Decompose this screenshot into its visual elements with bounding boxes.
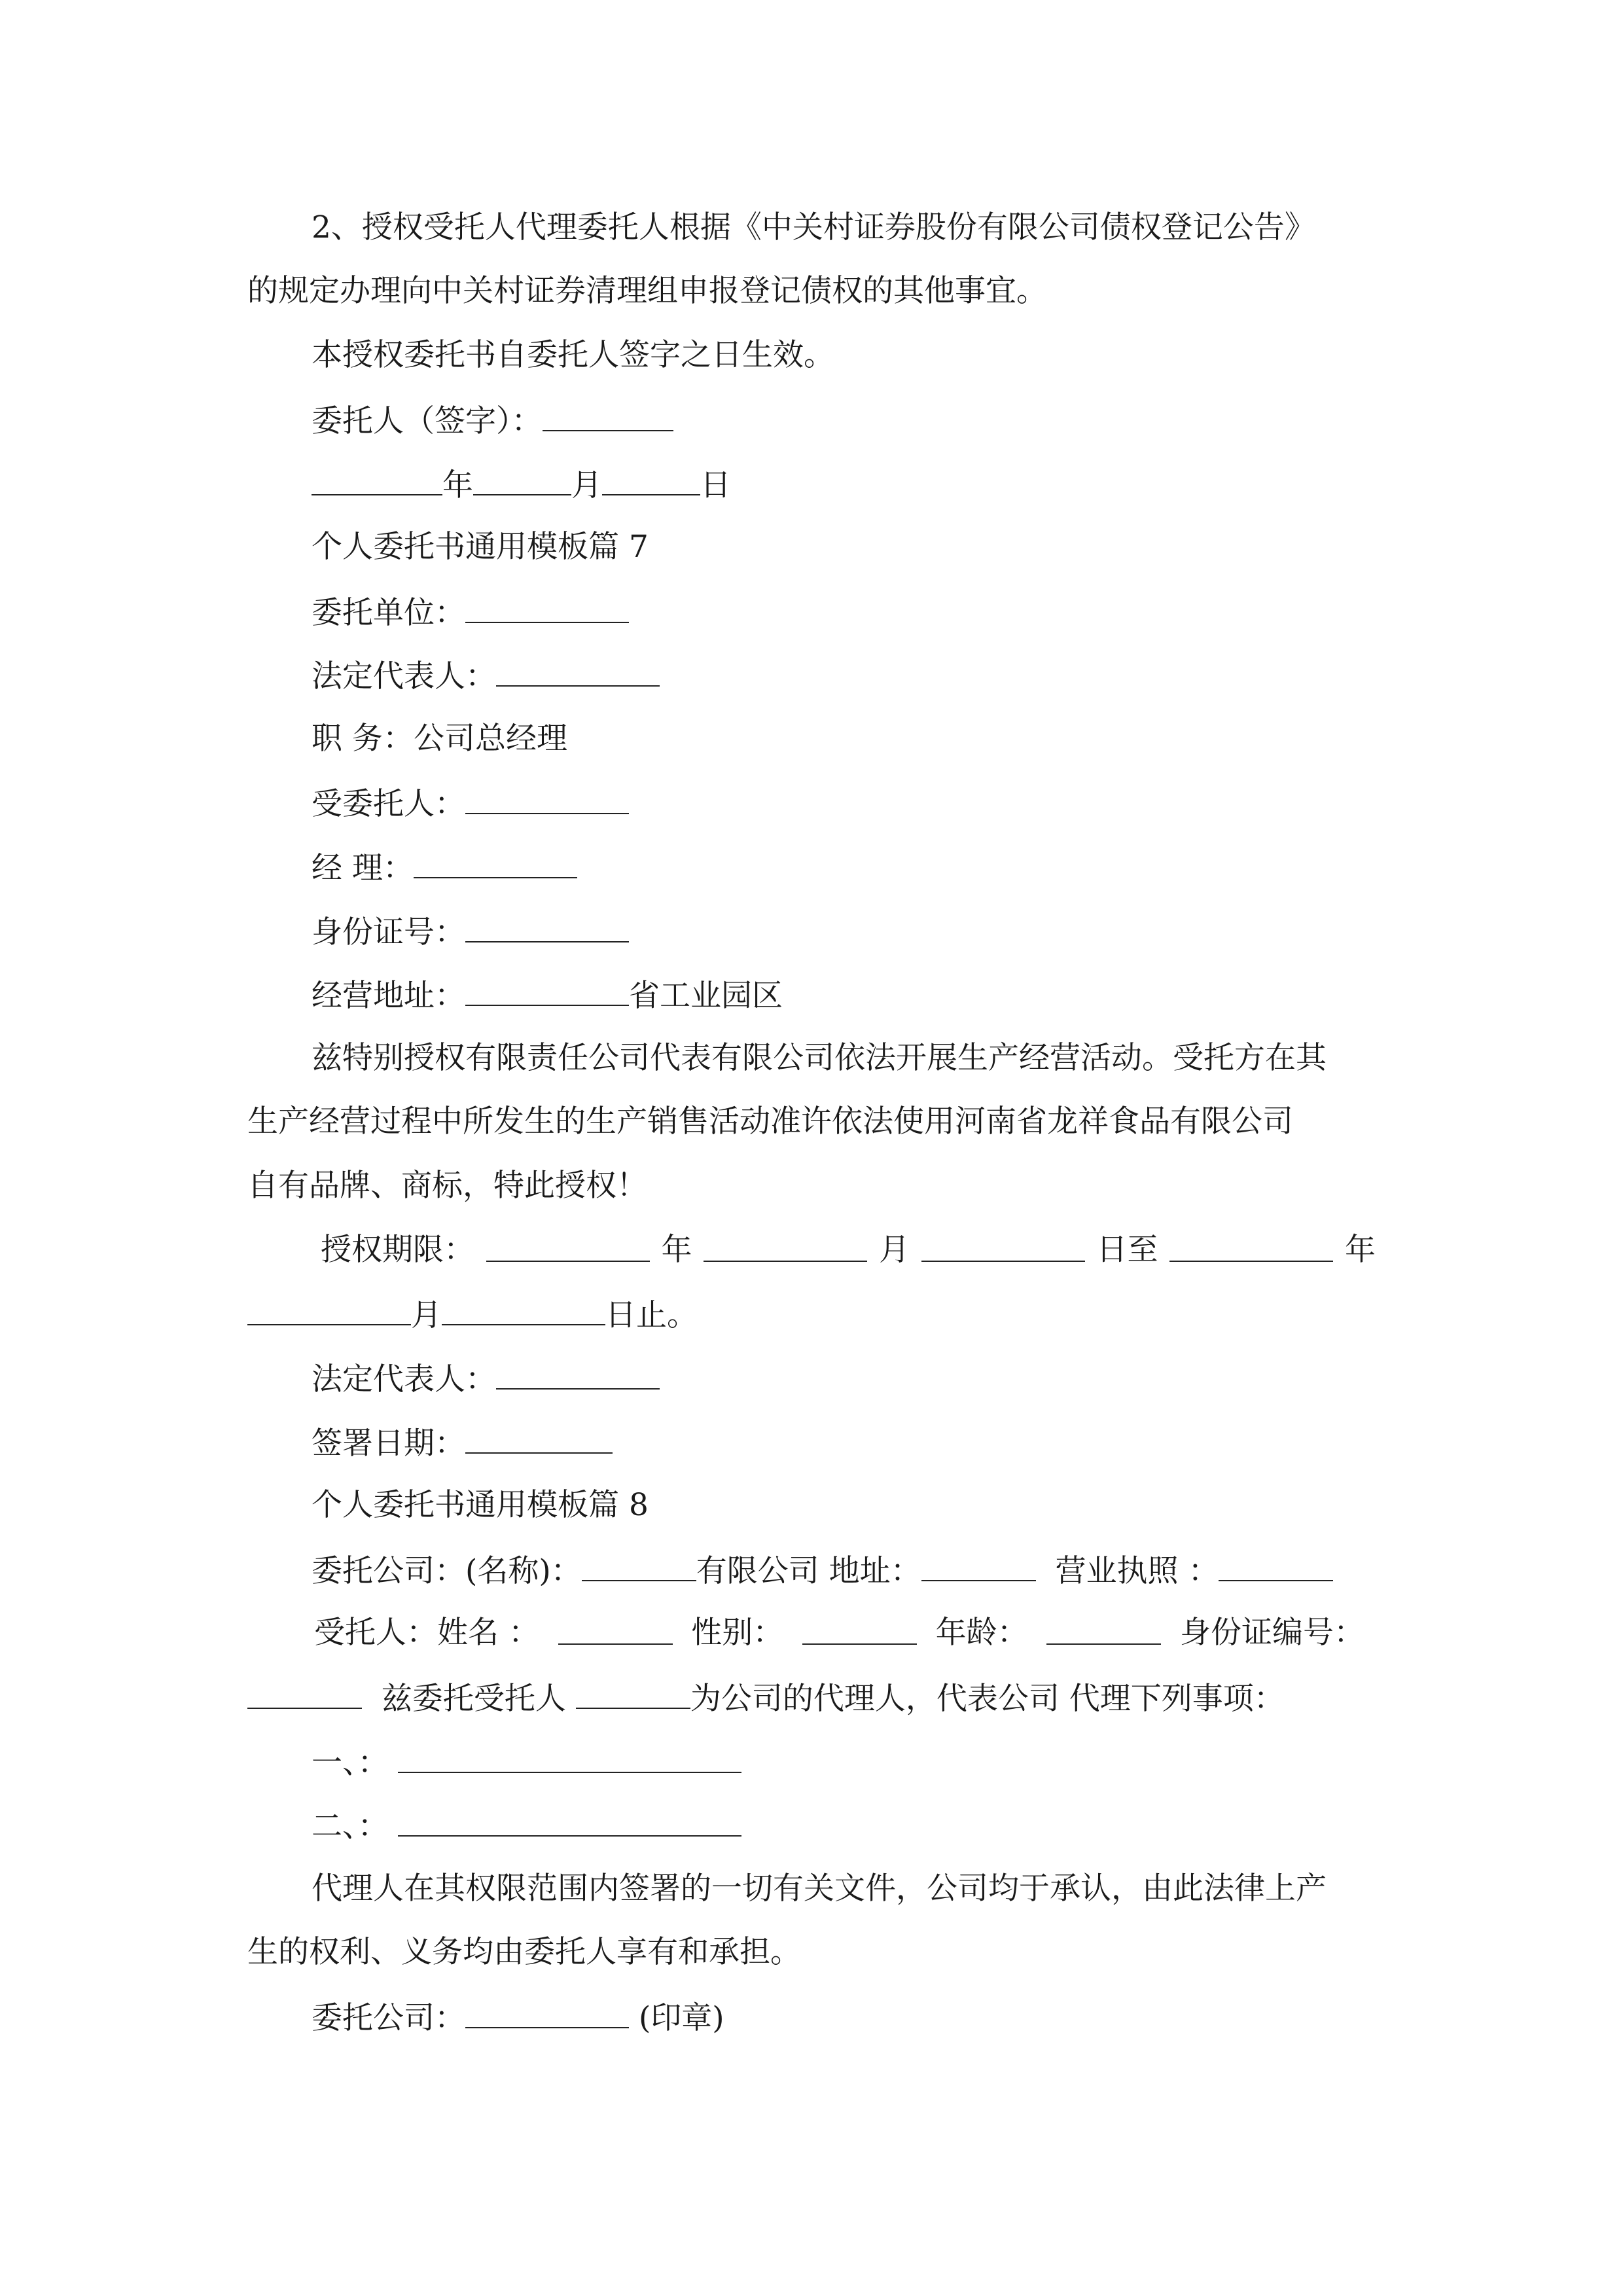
signing-date-blank[interactable]: [465, 1422, 613, 1454]
id-number-field: 身份证号：: [312, 911, 629, 952]
principal-signature-field: 委托人（签字）：: [312, 400, 673, 441]
end-day-blank[interactable]: [442, 1294, 605, 1325]
para-recognition: 代理人在其权限范围内签署的一切有关文件，公司均于承认，由此法律上产: [312, 1871, 1327, 1907]
business-license-blank[interactable]: [1219, 1550, 1333, 1581]
start-day-blank[interactable]: [921, 1230, 1085, 1262]
business-address-field: 经营地址： 省工业园区: [312, 975, 783, 1016]
start-year-blank[interactable]: [486, 1230, 650, 1262]
entrusting-company-info: 委托公司：(名称)： 有限公司 地址： 营业执照 ：: [312, 1550, 1333, 1591]
trustee-blank[interactable]: [465, 783, 629, 814]
section-heading-7: 个人委托书通用模板篇 7: [312, 529, 649, 565]
month-blank[interactable]: [473, 464, 571, 495]
para-special-authorization: 兹特别授权有限责任公司代表有限公司依法开展生产经营活动。受托方在其: [312, 1040, 1327, 1076]
legal-representative-blank[interactable]: [496, 655, 660, 687]
end-month-blank[interactable]: [247, 1294, 411, 1325]
signature-blank[interactable]: [543, 400, 673, 431]
para-special-authorization-end: 自有品牌、商标，特此授权！: [247, 1168, 647, 1204]
company-name-blank[interactable]: [582, 1550, 696, 1581]
matter-2: 二、：: [312, 1805, 741, 1846]
age-blank[interactable]: [1046, 1613, 1161, 1645]
matter-2-blank[interactable]: [398, 1805, 741, 1837]
legal-representative-signature: 法定代表人：: [312, 1358, 660, 1399]
year-blank[interactable]: [312, 464, 442, 495]
trustee-field: 受委托人：: [312, 783, 629, 824]
para-authorization-item-2: 2、授权受托人代理委托人根据《中关村证券股份有限公司债权登记公告》: [312, 209, 1315, 245]
authorization-period-end: 月 日止。: [247, 1294, 698, 1335]
entrusting-unit-field: 委托单位：: [312, 592, 629, 633]
matter-1-blank[interactable]: [398, 1742, 741, 1773]
manager-blank[interactable]: [414, 847, 577, 878]
para-recognition-cont: 生的权利、义务均由委托人享有和承担。: [247, 1934, 801, 1970]
trustee-name-blank[interactable]: [558, 1613, 673, 1645]
id-number-blank[interactable]: [465, 911, 629, 942]
gender-blank[interactable]: [802, 1613, 917, 1645]
authorization-period-field: 授权期限： 年 月 日至 年: [321, 1232, 1376, 1268]
address-blank[interactable]: [921, 1550, 1036, 1581]
para-effective: 本授权委托书自委托人签字之日生效。: [312, 337, 834, 373]
start-month-blank[interactable]: [704, 1230, 867, 1262]
trustee-info: 受托人：姓名 ： 性别： 年龄： 身份证编号：: [314, 1615, 1364, 1651]
company-seal-blank[interactable]: [465, 1997, 629, 2028]
manager-field: 经 理：: [312, 847, 577, 888]
day-blank[interactable]: [602, 464, 700, 495]
signing-date-field: 签署日期：: [312, 1422, 613, 1463]
para-authorization-item-2-cont: 的规定办理向中关村证券清理组申报登记债权的其他事宜。: [247, 273, 1047, 309]
section-heading-8: 个人委托书通用模板篇 8: [312, 1487, 649, 1523]
end-year-blank[interactable]: [1169, 1230, 1333, 1262]
para-special-authorization-cont: 生产经营过程中所发生的生产销售活动准许依法使用河南省龙祥食品有限公司: [247, 1103, 1293, 1139]
entrusting-company-seal: 委托公司： (印章): [312, 1997, 724, 2038]
entrustment-statement: 兹委托受托人 为公司的代理人，代表公司 代理下列事项：: [247, 1677, 1285, 1719]
date-field: 年 月 日: [312, 464, 731, 505]
trustee-name-2-blank[interactable]: [576, 1677, 690, 1709]
province-blank[interactable]: [465, 975, 629, 1006]
position-line: 职 务：公司总经理: [312, 721, 567, 757]
legal-representative-field: 法定代表人：: [312, 655, 660, 696]
entrusting-unit-blank[interactable]: [465, 592, 629, 623]
id-code-blank[interactable]: [247, 1677, 362, 1709]
legal-representative-sign-blank[interactable]: [496, 1358, 660, 1390]
matter-1: 一、：: [312, 1742, 741, 1783]
